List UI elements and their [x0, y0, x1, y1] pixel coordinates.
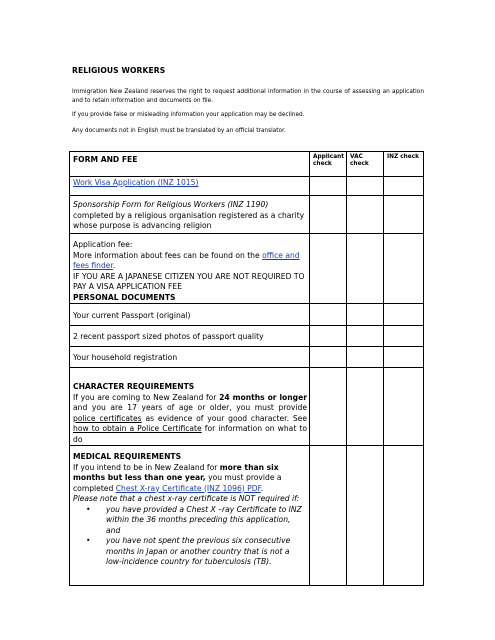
table-header-row [70, 152, 424, 177]
table-row [70, 177, 424, 196]
chest-xray-certificate-link[interactable]: Chest X-ray Certificate (INZ 1096) PDF [115, 483, 261, 493]
table-row [70, 326, 424, 347]
medical-requirements-heading: MEDICAL REQUIREMENTS [73, 452, 182, 461]
vac-check-cell[interactable] [347, 304, 384, 326]
inz-check-cell[interactable] [384, 347, 424, 368]
vac-check-cell[interactable] [347, 196, 384, 234]
police-certificates-link[interactable]: police certificates [73, 413, 142, 423]
table-row [70, 368, 424, 446]
inz-check-cell[interactable] [384, 196, 424, 234]
applicant-check-header: Applicant check [310, 152, 347, 177]
vac-check-cell[interactable] [347, 326, 384, 347]
table-row [70, 446, 424, 586]
applicant-check-cell[interactable] [310, 234, 347, 304]
medical-text: . [260, 483, 264, 493]
form-and-fee-header: FORM AND FEE [70, 152, 310, 177]
vac-check-cell[interactable] [347, 234, 384, 304]
inz-check-cell[interactable] [384, 368, 424, 446]
photos-item: 2 recent passport sized photos of passport quality [70, 326, 310, 347]
medical-text: you must provide a completed [73, 473, 282, 493]
sponsorship-form-title: Sponsorship Form for Religious Workers (INZ 1190) [73, 200, 269, 209]
police-certificate-howto-link[interactable]: how to obtain a Police Certificate [73, 424, 202, 433]
intro-paragraph-2: If you provide false or misleading information your application may be declined. [72, 112, 305, 118]
character-text: for information on what to do [73, 424, 307, 444]
list-item: • you have provided a Chest X –ray Certificate to INZ within the 36 months preceding this application, and [106, 505, 307, 537]
medical-duration: more than six months but less than one year, [73, 462, 279, 482]
chest-xray-note: Please note that a chest x-ray certificate is NOT required if: [73, 494, 300, 503]
vac-check-cell[interactable] [347, 446, 384, 586]
applicant-check-cell[interactable] [310, 368, 347, 446]
table-row [70, 347, 424, 368]
inz-check-header: INZ check [384, 152, 424, 177]
household-registration-item: Your household registration [70, 347, 310, 368]
inz-check-cell[interactable] [384, 234, 424, 304]
inz-check-cell[interactable] [384, 177, 424, 196]
applicant-check-cell[interactable] [310, 326, 347, 347]
applicant-check-cell[interactable] [310, 446, 347, 586]
xray-exemption-list [73, 505, 307, 568]
medical-text: If you intend to be in New Zealand for [73, 462, 220, 472]
applicant-check-cell[interactable] [310, 347, 347, 368]
character-text: as evidence of your good character. See [141, 413, 307, 423]
personal-documents-heading: PERSONAL DOCUMENTS [73, 292, 176, 302]
inz-check-cell[interactable] [384, 326, 424, 347]
vac-check-cell[interactable] [347, 347, 384, 368]
vac-check-cell[interactable] [347, 368, 384, 446]
table-row [70, 196, 424, 234]
intro-paragraph-3: Any documents not in English must be translated by an official translator. [72, 128, 286, 134]
checklist-table [69, 151, 424, 586]
applicant-check-cell[interactable] [310, 304, 347, 326]
table-row [70, 304, 424, 326]
vac-check-cell[interactable] [347, 177, 384, 196]
japanese-citizen-fee-note: IF YOU ARE A JAPANESE CITIZEN YOU ARE NOT REQUIRED TO PAY A VISA APPLICATION FEE [73, 271, 305, 291]
office-fees-finder-link[interactable]: office and fees finder [73, 250, 300, 270]
list-item: • you have not spent the previous six consecutive months in Japan or another country that is not a low-incidence country for tuberculosis (TB). [106, 536, 307, 568]
character-duration: 24 months or longer [219, 392, 307, 402]
inz-check-cell[interactable] [384, 304, 424, 326]
applicant-check-cell[interactable] [310, 196, 347, 234]
application-fee-label: Application fee: [73, 240, 133, 249]
fee-more-info-text: More information about fees can be found on the [73, 250, 263, 260]
sponsorship-form-description: completed by a religious organisation registered as a charity whose purpose is advancing religion [73, 210, 305, 230]
character-requirements-heading: CHARACTER REQUIREMENTS [73, 382, 195, 391]
page-title: RELIGIOUS WORKERS [72, 66, 166, 75]
character-text: If you are coming to New Zealand for [73, 392, 220, 402]
applicant-check-cell[interactable] [310, 177, 347, 196]
inz-check-cell[interactable] [384, 446, 424, 586]
table-row: Application fee: More information about fees can be found on the office and fees finder. IF YOU ARE A JAPANESE CITIZEN YOU ARE NOT REQUIRED TO PAY A VISA APPLICATION FEE PERSONAL DOCUMENTS [70, 234, 424, 304]
character-text: and you are 17 years of age or older, you must provide [73, 403, 307, 412]
vac-check-header: VAC check [347, 152, 384, 177]
work-visa-application-link[interactable]: Work Visa Application (INZ 1015) [73, 178, 199, 187]
passport-item: Your current Passport (original) [70, 304, 310, 326]
intro-paragraph-1: Immigration New Zealand reserves the right to request additional information in the course of assessing an application and to retain information and documents on file. [72, 89, 424, 104]
